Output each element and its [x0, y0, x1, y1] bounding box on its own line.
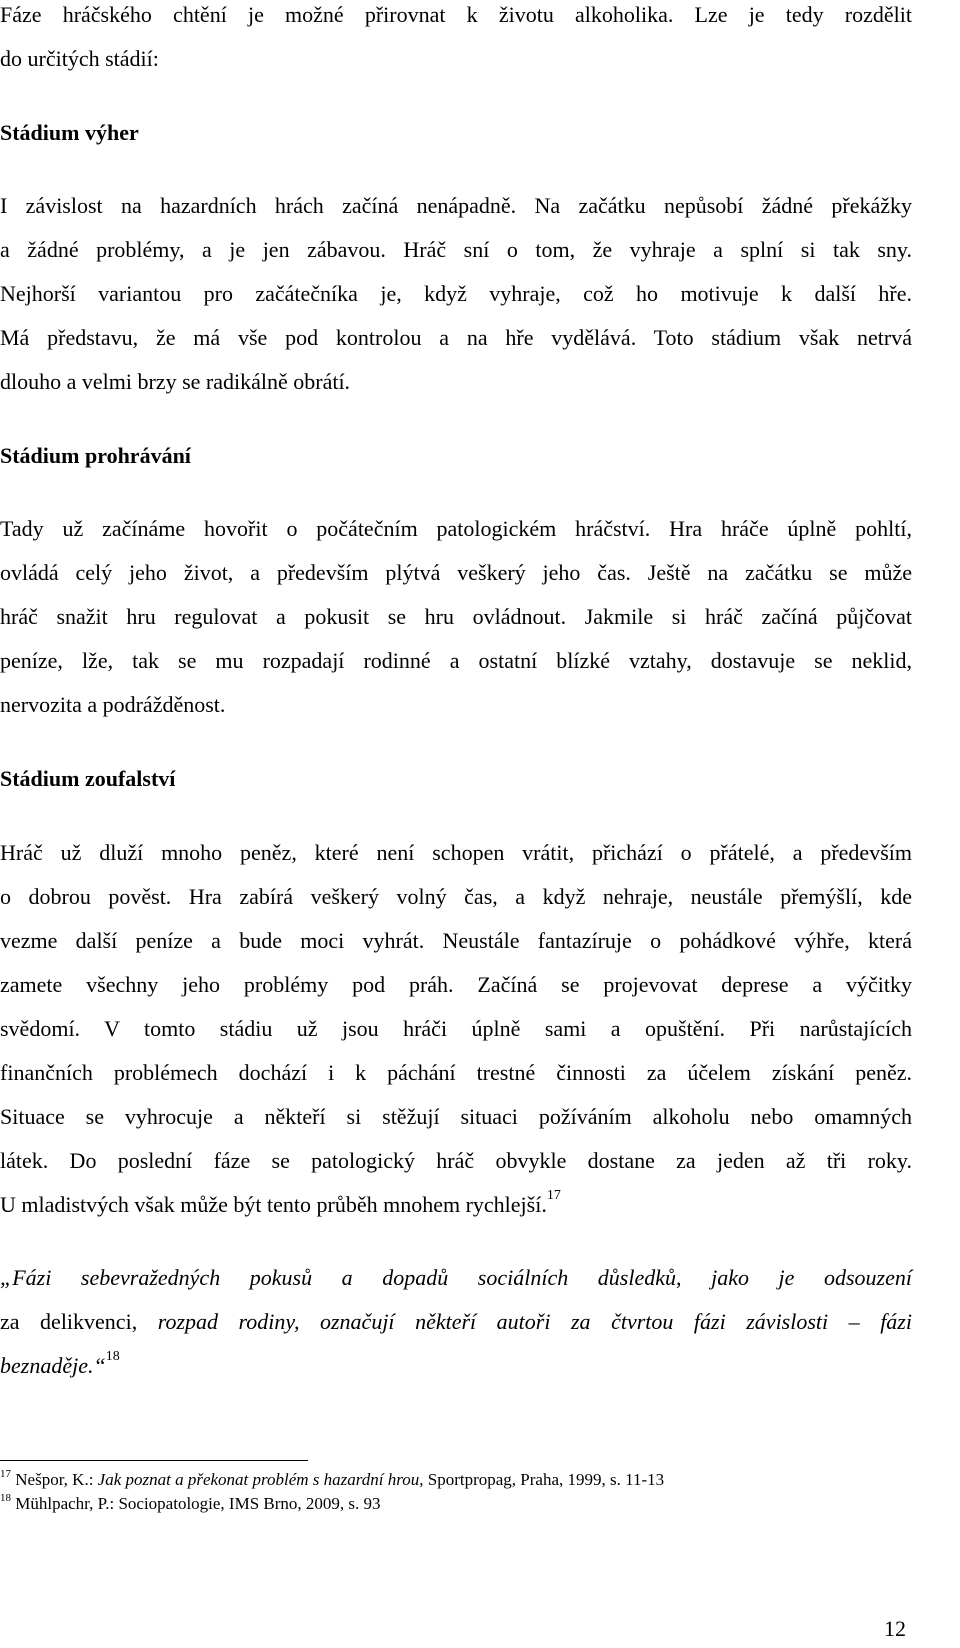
paragraph-line: vezme další peníze a bude moci vyhrát. Neustále fantazíruje o pohádkové výhře, která: [0, 928, 912, 953]
paragraph-line: I závislost na hazardních hrách začíná nenápadně. Na začátku nepůsobí žádné překážky: [0, 193, 912, 218]
paragraph-line: Nejhorší variantou pro začátečníka je, když vyhraje, což ho motivuje k další hře.: [0, 281, 912, 306]
paragraph-line: dlouho a velmi brzy se radikálně obrátí.: [0, 369, 351, 394]
intro-line-1: Fáze hráčského chtění je možné přirovnat k životu alkoholika. Lze je tedy rozdělit: [0, 2, 912, 27]
paragraph-line: o dobrou pověst. Hra zabírá veškerý volný čas, a když nehraje, neustále přemýšlí, kde: [0, 884, 912, 909]
paragraph-line: svědomí. V tomto stádiu už jsou hráči úplně sami a opuštění. Při narůstajících: [0, 1016, 912, 1041]
footnote-ref-17[interactable]: 17: [546, 1188, 561, 1203]
quote-line-1: „Fázi sebevražedných pokusů a dopadů sociálních důsledků, jako je odsouzení: [0, 1265, 912, 1290]
quote-line-2: [0, 1309, 912, 1335]
footnote-ref-18[interactable]: 18: [105, 1349, 120, 1364]
footnote-separator: [0, 1460, 308, 1461]
paragraph-line: ovládá celý jeho život, a především plýtvá veškerý jeho čas. Ještě na začátku se může: [0, 560, 912, 585]
footnote-title: Jak poznat a překonat problém s hazardní hrou: [97, 1470, 420, 1489]
paragraph-line: Tady už začínáme hovořit o počátečním patologickém hráčství. Hra hráče úplně pohltí,: [0, 516, 912, 541]
paragraph-line: zamete všechny jeho problémy pod práh. Začíná se projevovat deprese a výčitky: [0, 972, 912, 997]
paragraph-line: nervozita a podrážděnost.: [0, 692, 226, 717]
section-heading-despair: Stádium zoufalství: [0, 766, 176, 791]
footnote-publisher: , Sportpropag, Praha, 1999, s. 11-13: [419, 1470, 665, 1489]
section-heading-wins: Stádium výher: [0, 120, 139, 145]
paragraph-line: finančních problémech dochází i k páchání trestné činnosti za účelem získání peněz.: [0, 1060, 912, 1085]
intro-line-2: do určitých stádií:: [0, 46, 159, 71]
paragraph-line: Hráč už dluží mnoho peněz, které není schopen vrátit, přichází o přátelé, a především: [0, 840, 912, 865]
footnote-17: [0, 1470, 664, 1490]
quote-line-3: [0, 1349, 912, 1379]
footnote-number: 18: [0, 1492, 11, 1504]
paragraph-line: hráč snažit hru regulovat a pokusit se hru ovládnout. Jakmile si hráč začíná půjčovat: [0, 604, 912, 629]
footnote-number: 17: [0, 1468, 11, 1480]
paragraph-line: Má představu, že má vše pod kontrolou a na hře vydělává. Toto stádium však netrvá: [0, 325, 912, 350]
paragraph-line: Situace se vyhrocuje a někteří si stěžují situaci požíváním alkoholu nebo omamných: [0, 1104, 912, 1129]
footnote-text: Mühlpachr, P.: Sociopatologie, IMS Brno, 2009, s. 93: [11, 1494, 381, 1513]
paragraph-line: látek. Do poslední fáze se patologický hráč obvykle dostane za jeden až tři roky.: [0, 1148, 912, 1173]
quote-italic-text: rozpad rodiny, označují někteří autoři za čtvrtou fázi závislosti – fázi: [157, 1309, 912, 1334]
section-heading-losses: Stádium prohrávání: [0, 443, 191, 468]
paragraph-line: a žádné problémy, a je jen zábavou. Hráč sní o tom, že vyhraje a splní si tak sny.: [0, 237, 912, 262]
quote-plain-text: za delikvenci,: [0, 1309, 158, 1334]
footnote-author: Nešpor, K.:: [11, 1470, 98, 1489]
paragraph-line: U mladistvých však může být tento průběh mnohem rychlejší.: [0, 1192, 547, 1217]
paragraph-last-line: [0, 1188, 912, 1218]
page-number: 12: [884, 1616, 906, 1641]
footnote-18: [0, 1494, 381, 1514]
paragraph-line: peníze, lže, tak se mu rozpadají rodinné a ostatní blízké vztahy, dostavuje se neklid,: [0, 648, 912, 673]
quote-end-text: beznaděje.“: [0, 1353, 106, 1378]
